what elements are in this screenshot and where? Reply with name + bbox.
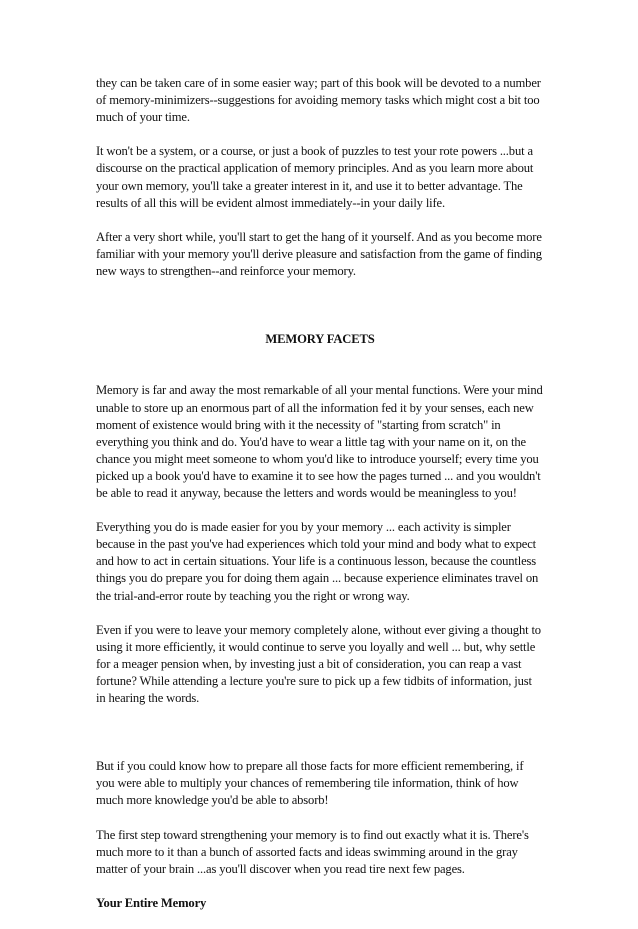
paragraph-get-the-hang: After a very short while, you'll start to get the hang of it yourself. And as you become more familiar with your memory you'll derive pleasure and satisfaction from the game of finding new ways to strengthen--and reinforce your memory.: [96, 229, 542, 279]
section-spacer: [96, 297, 544, 331]
paragraph-prepare-facts: But if you could know how to prepare all those facts for more efficient remembering, if you were able to multiply your chances of remembering tile information, think of how much more knowledge you'd be able to absorb!: [96, 759, 524, 808]
paragraph-intro-continuation: they can be taken care of in some easier way; part of this book will be devoted to a number of memory-minimizers--suggestions for avoiding memory tasks which might cost a bit too much of your time.: [96, 76, 541, 125]
paragraph-everything-easier: Everything you do is made easier for you by your memory ... each activity is simpler because in the past you've had experiences which told your mind and body what to expect and how to act in certain situations. Your life is a continuous lesson, because the countless things you do prepare you for doing them again ... because experience eliminates travel on the trial-and-error route by teaching you the right or wrong way.: [96, 520, 539, 603]
document-page: [96, 75, 544, 929]
gap-spacer: [96, 724, 544, 758]
subheading: Your Entire Memory: [96, 896, 207, 911]
paragraph-first-step: The first step toward strengthening your memory is to find out exactly what it is. There's much more to it than a bunch of assorted facts and ideas swimming around in the gray matter of your brain ...as you'll discover when you read tire next few pages.: [96, 827, 529, 876]
paragraph-leave-memory-alone: Even if you were to leave your memory completely alone, without ever giving a thought to using it more efficiently, it would continue to serve you loyally and well ... but, why settle for a meager pension when, by investing just a bit of consideration, you can reap a vast fortune? While attending a lecture you're sure to pick up a few tidbits of information, just in hearing the words.: [96, 622, 541, 706]
section-title: MEMORY FACETS: [265, 332, 375, 347]
paragraph-not-a-system: It won't be a system, or a course, or just a book of puzzles to test your rote powers ...but a discourse on the practical application of memory principles. And as you learn more about your own memory, you'll take a greater interest in it, and use it to better advantage. The results of all this will be evident almost immediately--in your daily life.: [96, 144, 534, 210]
paragraph-memory-remarkable: Memory is far and away the most remarkable of all your mental functions. Were your mind unable to store up an enormous part of all the information fed it by your senses, each new moment of existence would bring with it the necessity of "starting from scratch" in everything you think and do. You'd have to wear a little tag with your name on it, on the chance you might meet someone to whom you'd like to introduce yourself; every time you picked up a book you'd have to examine it to see how the pages turned ... and you wouldn't be able to read it anyway, because the letters and words would be meaningless to you!: [96, 383, 543, 500]
title-spacer: [96, 365, 544, 382]
